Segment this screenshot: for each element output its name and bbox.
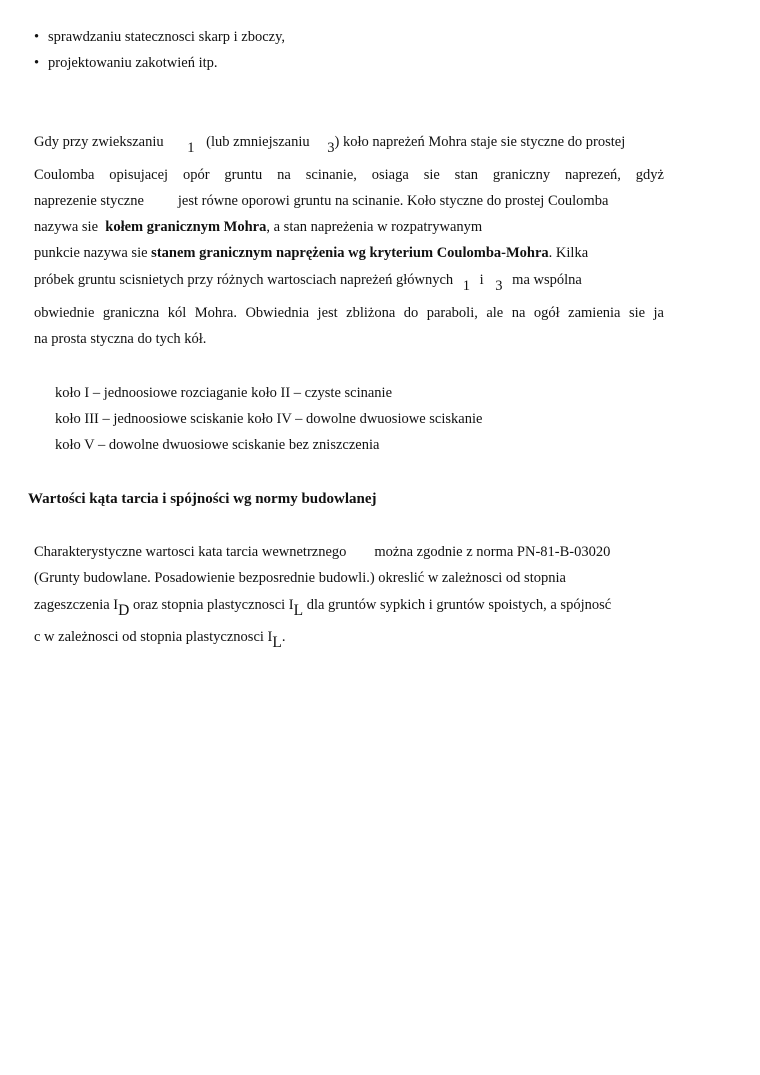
text-line: nazywa sie kołem granicznym Mohra, a stan napreżenia w rozpatrywanym xyxy=(34,219,483,235)
text-line: naprezenie styczne jest równe oporowi gruntu na scinanie. Koło styczne do prostej Coulomba xyxy=(34,193,609,209)
list-item: koło III – jednoosiowe sciskanie koło IV – dowolne dwuosiowe sciskanie xyxy=(55,411,483,427)
text-line: Charakterystyczne wartosci kata tarcia wewnetrznego można zgodnie z norma PN-81-B-03020 xyxy=(34,544,611,560)
text-line: Gdy przy zwiekszaniu 1 (lub zmniejszaniu 3) koło napreżeń Mohra staje sie styczne do prostej xyxy=(34,134,626,156)
bullet-mark: • xyxy=(34,29,40,45)
subscript: 3 xyxy=(495,278,503,294)
subscript: 3 xyxy=(327,140,335,156)
subscript: D xyxy=(118,602,130,619)
subscript: 1 xyxy=(187,140,195,156)
bold-term: kołem granicznym Mohra xyxy=(105,219,267,235)
text-line: próbek gruntu scisnietych przy różnych wartosciach napreżeń głównych 1 i 3 ma wspólna xyxy=(34,272,582,294)
text-line: zageszczenia ID oraz stopnia plastycznosci IL dla gruntów sypkich i gruntów spoistych, a spójnosć xyxy=(34,597,612,619)
bullet-text: sprawdzaniu statecznosci skarp i zboczy, xyxy=(48,29,286,45)
subscript: 1 xyxy=(462,278,471,294)
bullet-text: projektowaniu zakotwień itp. xyxy=(48,55,218,71)
section-heading: Wartości kąta tarcia i spójności wg normy budowlanej xyxy=(28,491,377,507)
text-line: punkcie nazywa sie stanem granicznym naprężenia wg kryterium Coulomba-Mohra. Kilka xyxy=(34,245,589,261)
text-line: c w zależnosci od stopnia plastycznosci IL. xyxy=(34,629,286,651)
subscript: L xyxy=(272,634,282,651)
text-line: (Grunty budowlane. Posadowienie bezposrednie budowli.) okreslić w zależnosci od stopnia xyxy=(34,570,566,586)
bold-term: stanem granicznym naprężenia wg kryterium Coulomba-Mohra xyxy=(151,245,549,261)
list-item: koło V – dowolne dwuosiowe sciskanie bez zniszczenia xyxy=(55,437,380,453)
text-line: obwiednie graniczna kól Mohra. Obwiednia jest zbliżona do paraboli, ale na ogół zamienia sie ja xyxy=(34,305,664,321)
bullet-mark: • xyxy=(34,55,40,71)
subscript: L xyxy=(293,602,304,619)
list-item: koło I – jednoosiowe rozciaganie koło II – czyste scinanie xyxy=(55,385,393,401)
text-line: na prosta styczna do tych kół. xyxy=(34,331,207,347)
text-line: Coulomba opisujacej opór gruntu na scinanie, osiaga sie stan graniczny naprezeń, gdyż xyxy=(34,167,664,183)
